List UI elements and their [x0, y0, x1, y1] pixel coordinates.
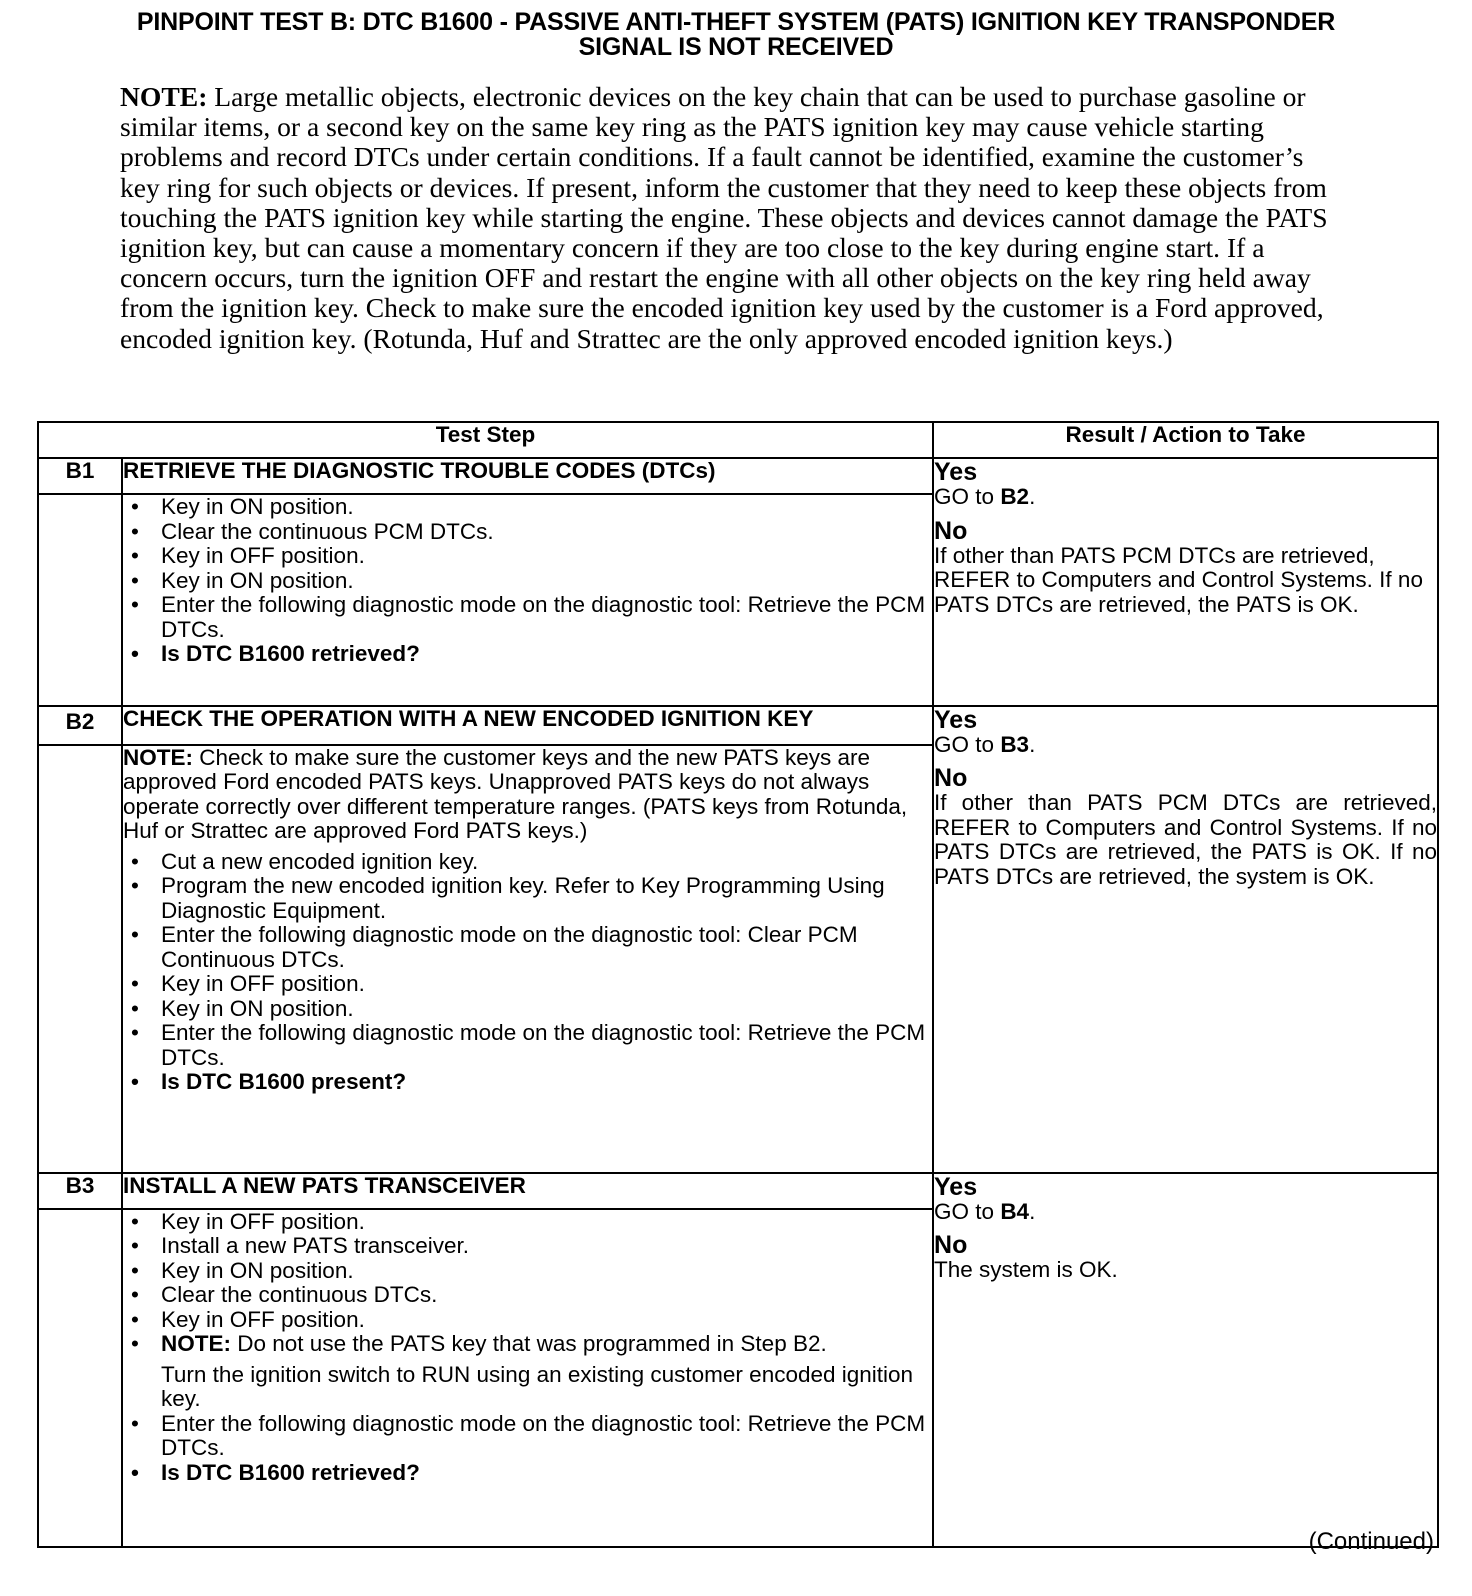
list-item: • Key in ON position. [123, 1259, 932, 1284]
step-b2-yes-label: Yes [934, 705, 978, 734]
list-item: • Key in OFF position. [123, 1210, 932, 1235]
step-b3-note-label: NOTE: [161, 1331, 231, 1357]
step-b2-body [122, 745, 933, 1173]
step-b3-body [122, 1209, 933, 1547]
step-b1-yes-target: B2 [1000, 484, 1030, 509]
step-b1-title: RETRIEVE THE DIAGNOSTIC TROUBLE CODES (DTCs) [122, 458, 933, 494]
step-b3-title: INSTALL A NEW PATS TRANSCEIVER [122, 1173, 933, 1209]
continued-label: (Continued) [1308, 1528, 1434, 1555]
page-title-line-2: SIGNAL IS NOT RECEIVED [578, 33, 894, 61]
step-b3-yes-text: GO to [934, 1198, 995, 1224]
list-item: • Clear the continuous DTCs. [123, 1283, 932, 1308]
page-title-line-1: PINPOINT TEST B: DTC B1600 - PASSIVE ANTI-THEFT SYSTEM (PATS) IGNITION KEY TRANSPONDER [136, 8, 1336, 36]
step-b2-note-text: Check to make sure the customer keys and the new PATS keys are approved Ford encoded PATS keys. Unapproved PATS keys do not always operate correctly over different temperature ranges. (PATS keys from Rotunda, Huf or Strattec are approved Ford PATS keys.) [123, 744, 908, 844]
list-item: • Enter the following diagnostic mode on the diagnostic tool: Retrieve the PCM DTCs. [123, 1021, 932, 1070]
list-item: • Cut a new encoded ignition key. [123, 850, 932, 875]
step-b3-result: Yes GO to B4. No The system is OK. [933, 1173, 1438, 1547]
step-b1-number: B1 [38, 458, 122, 494]
step-b3-no-label: No [934, 1231, 968, 1260]
list-item: • Key in OFF position. [123, 544, 932, 569]
list-item: • Key in ON position. [123, 997, 932, 1022]
step-b2-result: Yes GO to B3. No If other than PATS PCM DTCs are retrieved, REFER to Computers and Control Systems. If no PATS DTCs are retrieved, the PATS is OK. If no PATS DTCs are retrieved, the system is OK. [933, 706, 1438, 1173]
list-item: • Enter the following diagnostic mode on the diagnostic tool: Retrieve the PCM DTCs. [123, 1412, 932, 1461]
intro-note-text: Large metallic objects, electronic devices on the key chain that can be used to purchase gasoline or similar items, or a second key on the same key ring as the PATS ignition key may cause vehicle starting problems and record DTCs under certain conditions. If a fault cannot be identified, examine the customer’s key ring for such objects or devices. If present, inform the customer that they need to keep these objects from touching the PATS ignition key while starting the engine. These objects and devices cannot damage the PATS ignition key, but can cause a momentary concern if they are too close to the key during engine start. If a concern occurs, turn the ignition OFF and restart the engine with all other objects on the key ring held away from the ignition key. Check to make sure the encoded ignition key used by the customer is a Ford approved, encoded ignition key. (Rotunda, Huf and Strattec are the only approved encoded ignition keys.) [120, 81, 1328, 354]
header-result-action: Result / Action to Take [933, 422, 1438, 458]
list-item: • Enter the following diagnostic mode on the diagnostic tool: Retrieve the PCM DTCs. [123, 593, 932, 642]
step-b1-yes-label: Yes [934, 458, 978, 486]
step-b1-body [122, 494, 933, 706]
step-b3-yes-label: Yes [934, 1172, 978, 1201]
intro-note [120, 82, 1350, 354]
list-item: • Install a new PATS transceiver. [123, 1234, 932, 1259]
step-b2-note-label: NOTE: [123, 744, 193, 770]
step-b2-yes-target: B3 [1000, 731, 1030, 757]
list-item: • Enter the following diagnostic mode on the diagnostic tool: Clear PCM Continuous DTCs. [123, 923, 932, 972]
list-item: • Key in OFF position. [123, 1308, 932, 1333]
step-b3-question: • Is DTC B1600 retrieved? [123, 1461, 932, 1486]
step-b1-result: Yes GO to B2. No If other than PATS PCM DTCs are retrieved, REFER to Computers and Control Systems. If no PATS DTCs are retrieved, the PATS is OK. [933, 458, 1438, 706]
step-b2-number: B2 [38, 706, 122, 745]
test-step-table [37, 421, 1439, 1548]
step-b1-yes-text: GO to [934, 484, 995, 509]
step-b2-title: CHECK THE OPERATION WITH A NEW ENCODED IGNITION KEY [122, 706, 933, 745]
step-b3-note-item [123, 1332, 932, 1357]
step-b2-no-label: No [934, 764, 968, 793]
step-b3-no-text: The system is OK. [934, 1257, 1118, 1283]
list-item: • Key in ON position. [123, 569, 932, 594]
step-b2-yes-text: GO to [934, 731, 995, 757]
step-b3-yes-target: B4 [1000, 1198, 1030, 1224]
step-b3-title-row [38, 1173, 1438, 1209]
step-b1-no-label: No [934, 516, 968, 545]
step-b3-note-followup: Turn the ignition switch to RUN using an existing customer encoded ignition key. [161, 1361, 914, 1412]
list-item: • Key in ON position. [123, 495, 932, 520]
list-item: • Clear the continuous PCM DTCs. [123, 520, 932, 545]
table-header-row [38, 422, 1438, 458]
step-b2-title-row [38, 706, 1438, 745]
step-b1-title-row [38, 458, 1438, 494]
step-b2-no-text: If other than PATS PCM DTCs are retrieved, REFER to Computers and Control Systems. If no PATS DTCs are retrieved, the PATS is OK. If no PATS DTCs are retrieved, the system is OK. [934, 790, 1438, 889]
step-b3-number: B3 [38, 1173, 122, 1209]
step-b3-note-text: Do not use the PATS key that was programmed in Step B2. [237, 1331, 827, 1357]
step-b1-no-text: If other than PATS PCM DTCs are retrieved, REFER to Computers and Control Systems. If no PATS DTCs are retrieved, the PATS is OK. [934, 542, 1423, 617]
step-b1-question: • Is DTC B1600 retrieved? [123, 642, 932, 667]
header-test-step: Test Step [38, 422, 933, 458]
intro-note-label: NOTE: [120, 81, 208, 112]
list-item: • Key in OFF position. [123, 972, 932, 997]
step-b2-question: • Is DTC B1600 present? [123, 1070, 932, 1095]
step-b2-note [123, 746, 932, 844]
list-item: • Program the new encoded ignition key. Refer to Key Programming Using Diagnostic Equipment. [123, 874, 932, 923]
page-title [30, 10, 1442, 60]
